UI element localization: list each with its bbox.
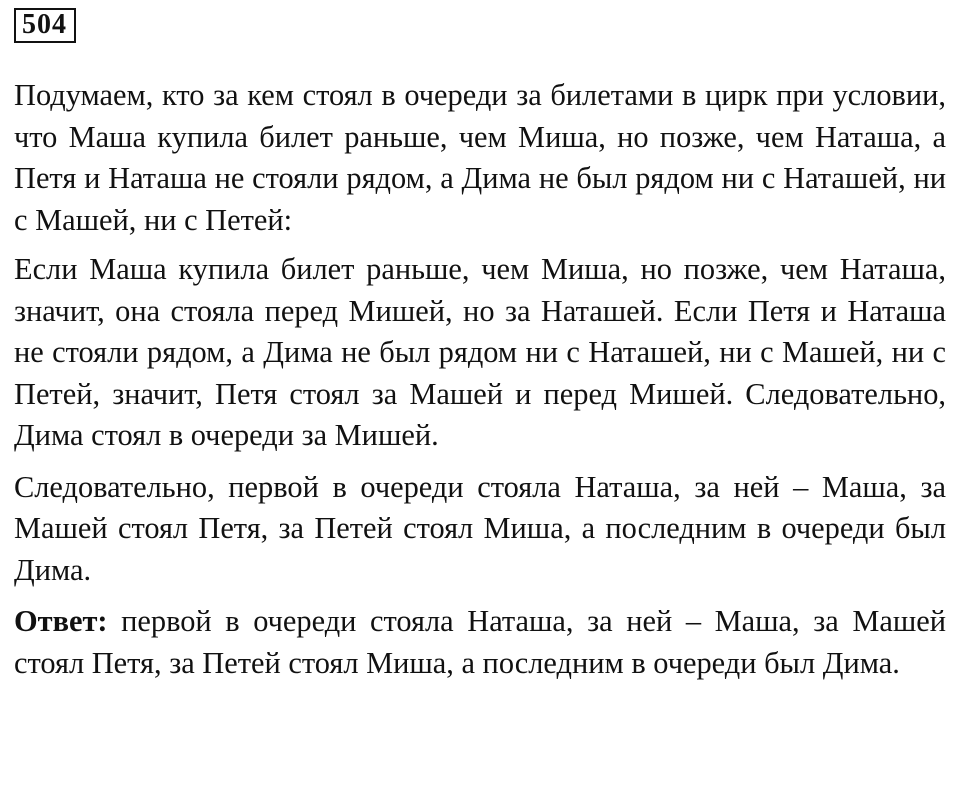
task-number-box: 504 bbox=[14, 8, 76, 43]
answer-label: Ответ: bbox=[14, 604, 108, 638]
solution-page bbox=[14, 8, 946, 684]
reasoning-paragraph: Если Маша купила билет раньше, чем Миша, но позже, чем Наташа, значит, она стояла перед Мишей, но за Наташей. Если Петя и Наташа не стояли рядом, а Дима не был рядом ни с Наташей, ни с Машей, ни с Петей, значит, Петя стоял за Машей и перед Мишей. Следовательно, Дима стоял в очереди за Мишей. bbox=[14, 252, 946, 452]
answer-text: первой в очереди стояла Наташа, за ней – Маша, за Машей стоял Петя, за Петей стоял Миша, а последним в очереди был Дима. bbox=[14, 604, 946, 680]
conclusion-paragraph: Следовательно, первой в очереди стояла Наташа, за ней – Маша, за Машей стоял Петя, за Петей стоял Миша, а последним в очереди был Дима. bbox=[14, 469, 946, 587]
answer-paragraph bbox=[14, 601, 946, 684]
condition-paragraph: Подумаем, кто за кем стоял в очереди за билетами в цирк при условии, что Маша купила билет раньше, чем Миша, но позже, чем Наташа, а Петя и Наташа не стояли рядом, а Дима не был рядом ни с Наташей, ни с Машей, ни с Петей: bbox=[14, 78, 946, 237]
